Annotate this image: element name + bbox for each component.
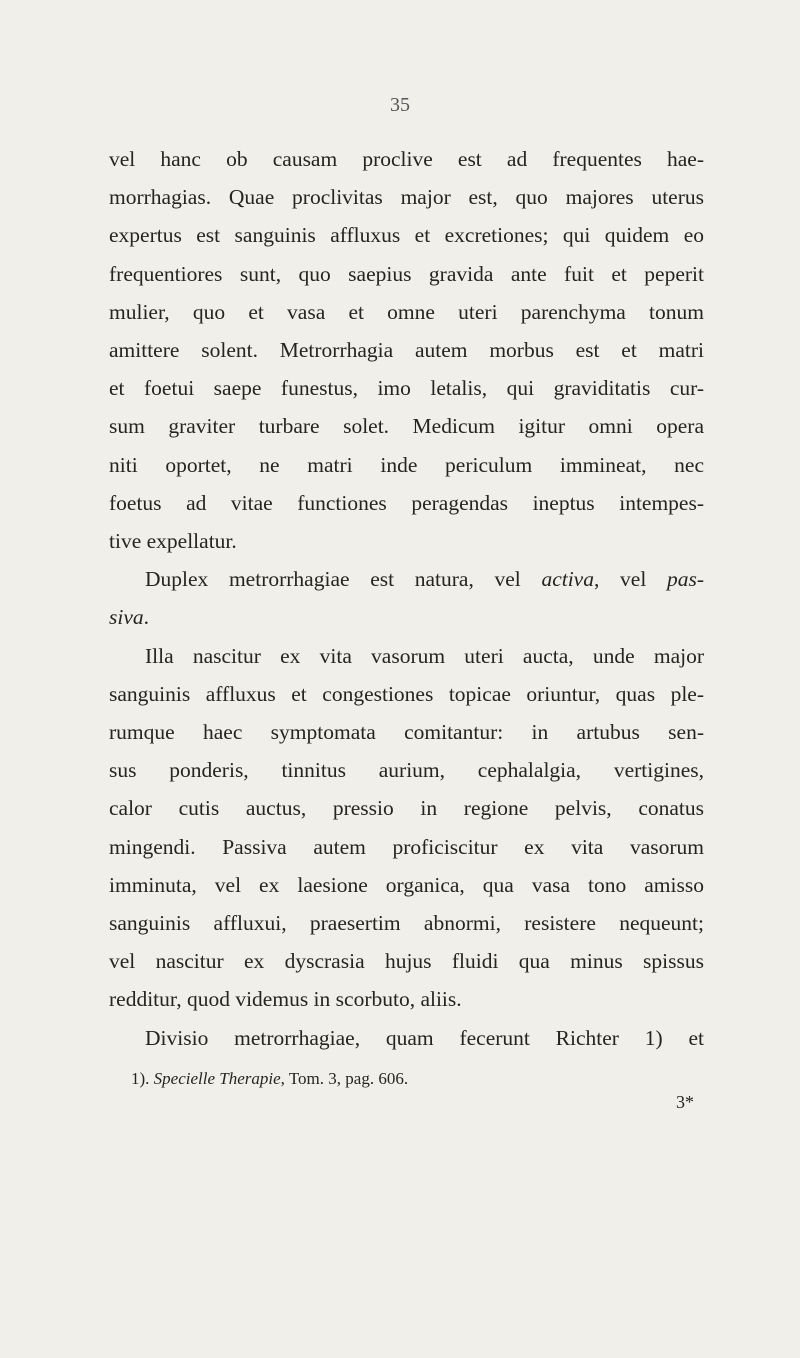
footnote-marker: 1).: [131, 1069, 150, 1088]
text-line: calor cutis auctus, pressio in regione pelvis, conatus: [109, 796, 704, 821]
text-line: vel nascitur ex dyscrasia hujus fluidi qua minus spissus: [109, 949, 704, 974]
text-line: [109, 598, 704, 636]
text-line-paragraph-start: Illa nascitur ex vita vasorum uteri aucta, unde major: [145, 643, 704, 668]
text-line: foetus ad vitae functiones peragendas ineptus intempes-: [109, 490, 704, 515]
italic-term-passiva-part1: pas-: [666, 567, 704, 592]
text-line: vel hanc ob causam proclive est ad frequentes hae-: [109, 147, 704, 171]
text-line: mulier, quo et vasa et omne uteri parenchyma tonum: [109, 299, 704, 324]
text-line: morrhagias. Quae proclivitas major est, quo majores uterus: [109, 185, 704, 210]
signature-mark: 3*: [676, 1092, 694, 1112]
text-segment: , vel: [593, 567, 667, 592]
text-segment: .: [143, 605, 150, 630]
text-line: niti oportet, ne matri inde periculum immineat, nec: [109, 452, 704, 477]
text-line: et foetui saepe funestus, imo letalis, qui graviditatis cur-: [109, 376, 704, 401]
text-line: sanguinis affluxui, praesertim abnormi, resistere nequeunt;: [109, 911, 704, 936]
text-line: sus ponderis, tinnitus aurium, cephalalgia, vertigines,: [109, 758, 704, 783]
footnote-details: , Tom. 3, pag. 606.: [280, 1069, 409, 1088]
text-line: tive expellatur.: [109, 529, 237, 554]
italic-term-passiva-part2: siva: [109, 605, 144, 630]
footnote-title: Specielle Therapie: [153, 1069, 281, 1088]
body-text: [109, 140, 704, 1057]
text-line: frequentiores sunt, quo saepius gravida ante fuit et peperit: [109, 261, 704, 286]
text-line: imminuta, vel ex laesione organica, qua vasa tono amisso: [109, 872, 704, 897]
footnote: [131, 1069, 408, 1089]
text-line: sanguinis affluxus et congestiones topicae oriuntur, quas ple-: [109, 681, 704, 706]
page-number: 35: [390, 94, 410, 116]
text-line: mingendi. Passiva autem proficiscitur ex vita vasorum: [109, 834, 704, 859]
text-segment: Duplex metrorrhagiae est natura, vel: [145, 567, 542, 592]
text-line-paragraph-start: Divisio metrorrhagiae, quam fecerunt Richter 1) et: [145, 1025, 704, 1050]
text-line: amittere solent. Metrorrhagia autem morbus est et matri: [109, 338, 704, 363]
text-line: expertus est sanguinis affluxus et excretiones; qui quidem eo: [109, 223, 704, 248]
text-line: sum graviter turbare solet. Medicum igitur omni opera: [109, 414, 704, 439]
text-line: redditur, quod videmus in scorbuto, aliis.: [109, 987, 462, 1012]
text-line: rumque haec symptomata comitantur: in artubus sen-: [109, 720, 704, 745]
italic-term-activa: activa: [541, 567, 594, 592]
text-line-paragraph-start: [109, 560, 704, 598]
